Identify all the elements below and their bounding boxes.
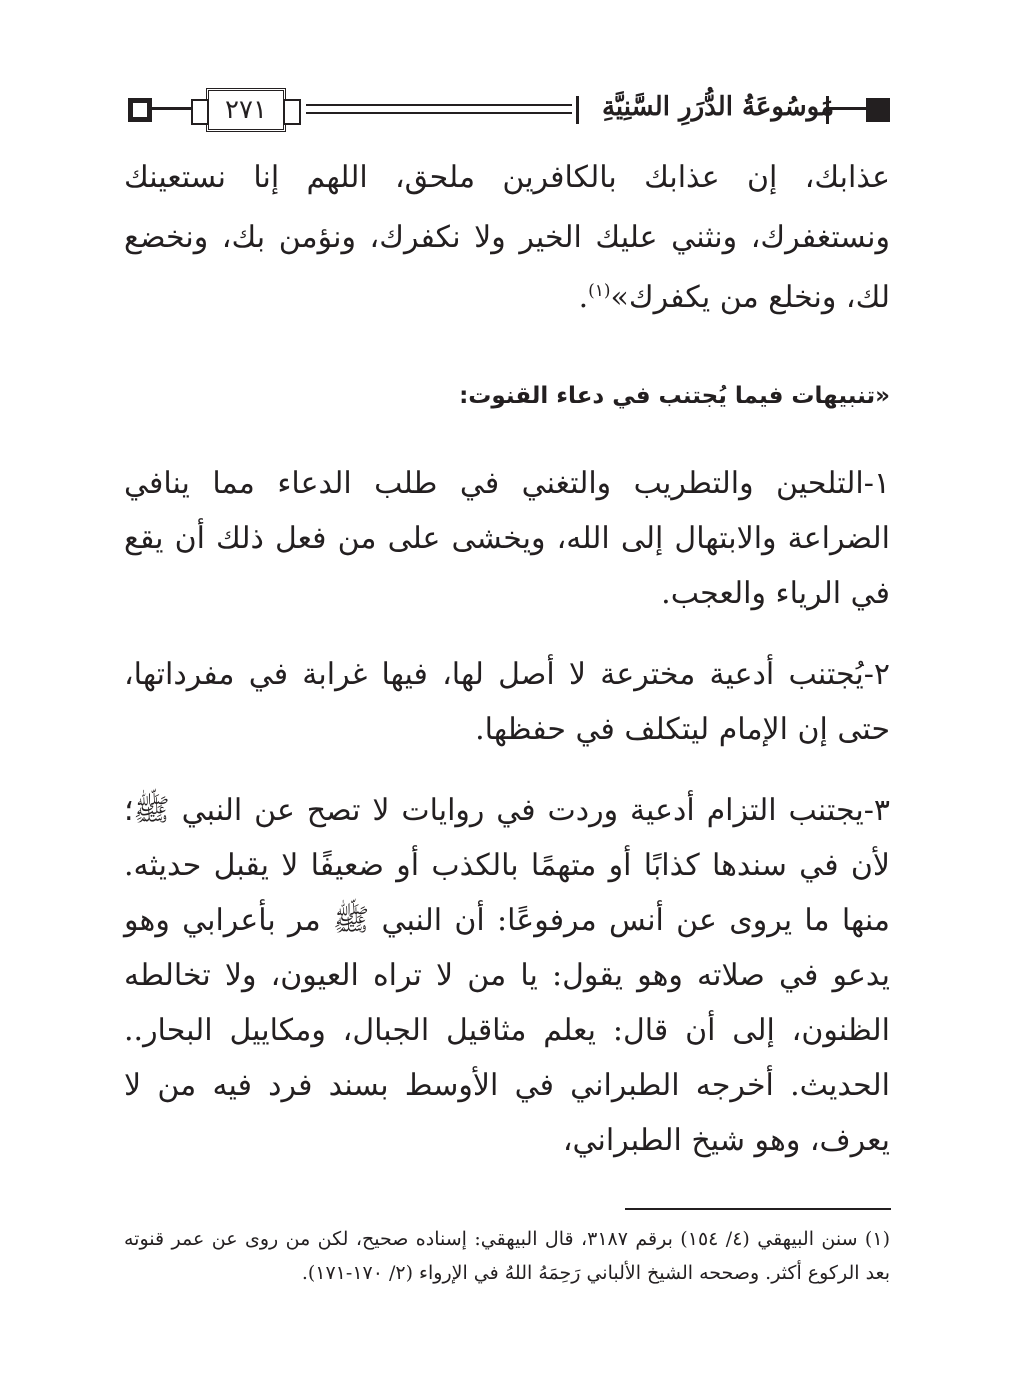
footnote-reference: (١) — [588, 281, 611, 301]
header-rule-tick — [576, 96, 579, 124]
footnotes — [124, 1222, 890, 1290]
book-title: مَوسُوعَةُ الدُّرَرِ السَّنِيَّةِ — [601, 92, 834, 122]
section-heading: «تنبيهات فيما يُجتنب في دعاء القنوت: — [459, 383, 890, 409]
list-item: ٢-يُجتنب أدعية مخترعة لا أصل لها، فيها غرابة في مفرداتها، حتى إن الإمام ليتكلف في حفظها. — [124, 657, 890, 747]
page-number: ٢٧١ — [206, 88, 286, 132]
footnote-item: (١) سنن البيهقي (٤/ ١٥٤) برقم ٣١٨٧، قال البيهقي: إسناده صحيح، لكن من روى عن عمر قنوته بعد الركوع أكثر. وصححه الشيخ الألباني رَحِمَهُ اللهُ في الإرواء (٢/ ١٧٠-١٧١). — [124, 1228, 890, 1284]
header-rule-right — [829, 107, 867, 110]
page-body — [124, 148, 890, 1194]
header-rule-middle-2 — [306, 112, 572, 114]
page-header — [124, 88, 890, 144]
header-ornament-right — [866, 98, 890, 122]
header-rule-middle — [306, 104, 572, 106]
list-item: ٣-يجتنب التزام أدعية وردت في روايات لا تصح عن النبي ﷺ؛ لأن في سندها كذابًا أو متهمًا بالكذب أو ضعيفًا لا يقبل حديثه. منها ما يروى عن أنس مرفوعًا: أن النبي ﷺ مر بأعرابي وهو يدعو في صلاته وهو يقول: يا من لا تراه العيون، ولا تخالطه الظنون، إلى أن قال: يعلم مثاقيل الجبال، ومكاييل البحار.. الحديث. أخرجه الطبراني في الأوسط بسند فرد فيه من لا يعرف، وهو شيخ الطبراني، — [124, 793, 890, 1158]
footnote-separator — [625, 1208, 891, 1210]
intro-end: . — [578, 280, 589, 315]
intro-text: عذابك، إن عذابك بالكافرين ملحق، اللهم إنا نستعينك ونستغفرك، ونثني عليك الخير ولا نكفرك، ونؤمن بك، ونخضع لك، ونخلع من يكفرك» — [124, 160, 890, 315]
intro-paragraph — [124, 148, 890, 328]
header-ornament-left — [128, 98, 152, 122]
list-item: ١-التلحين والتطريب والتغني في طلب الدعاء مما ينافي الضراعة والابتهال إلى الله، ويخشى على من فعل ذلك أن يقع في الرياء والعجب. — [124, 466, 890, 611]
